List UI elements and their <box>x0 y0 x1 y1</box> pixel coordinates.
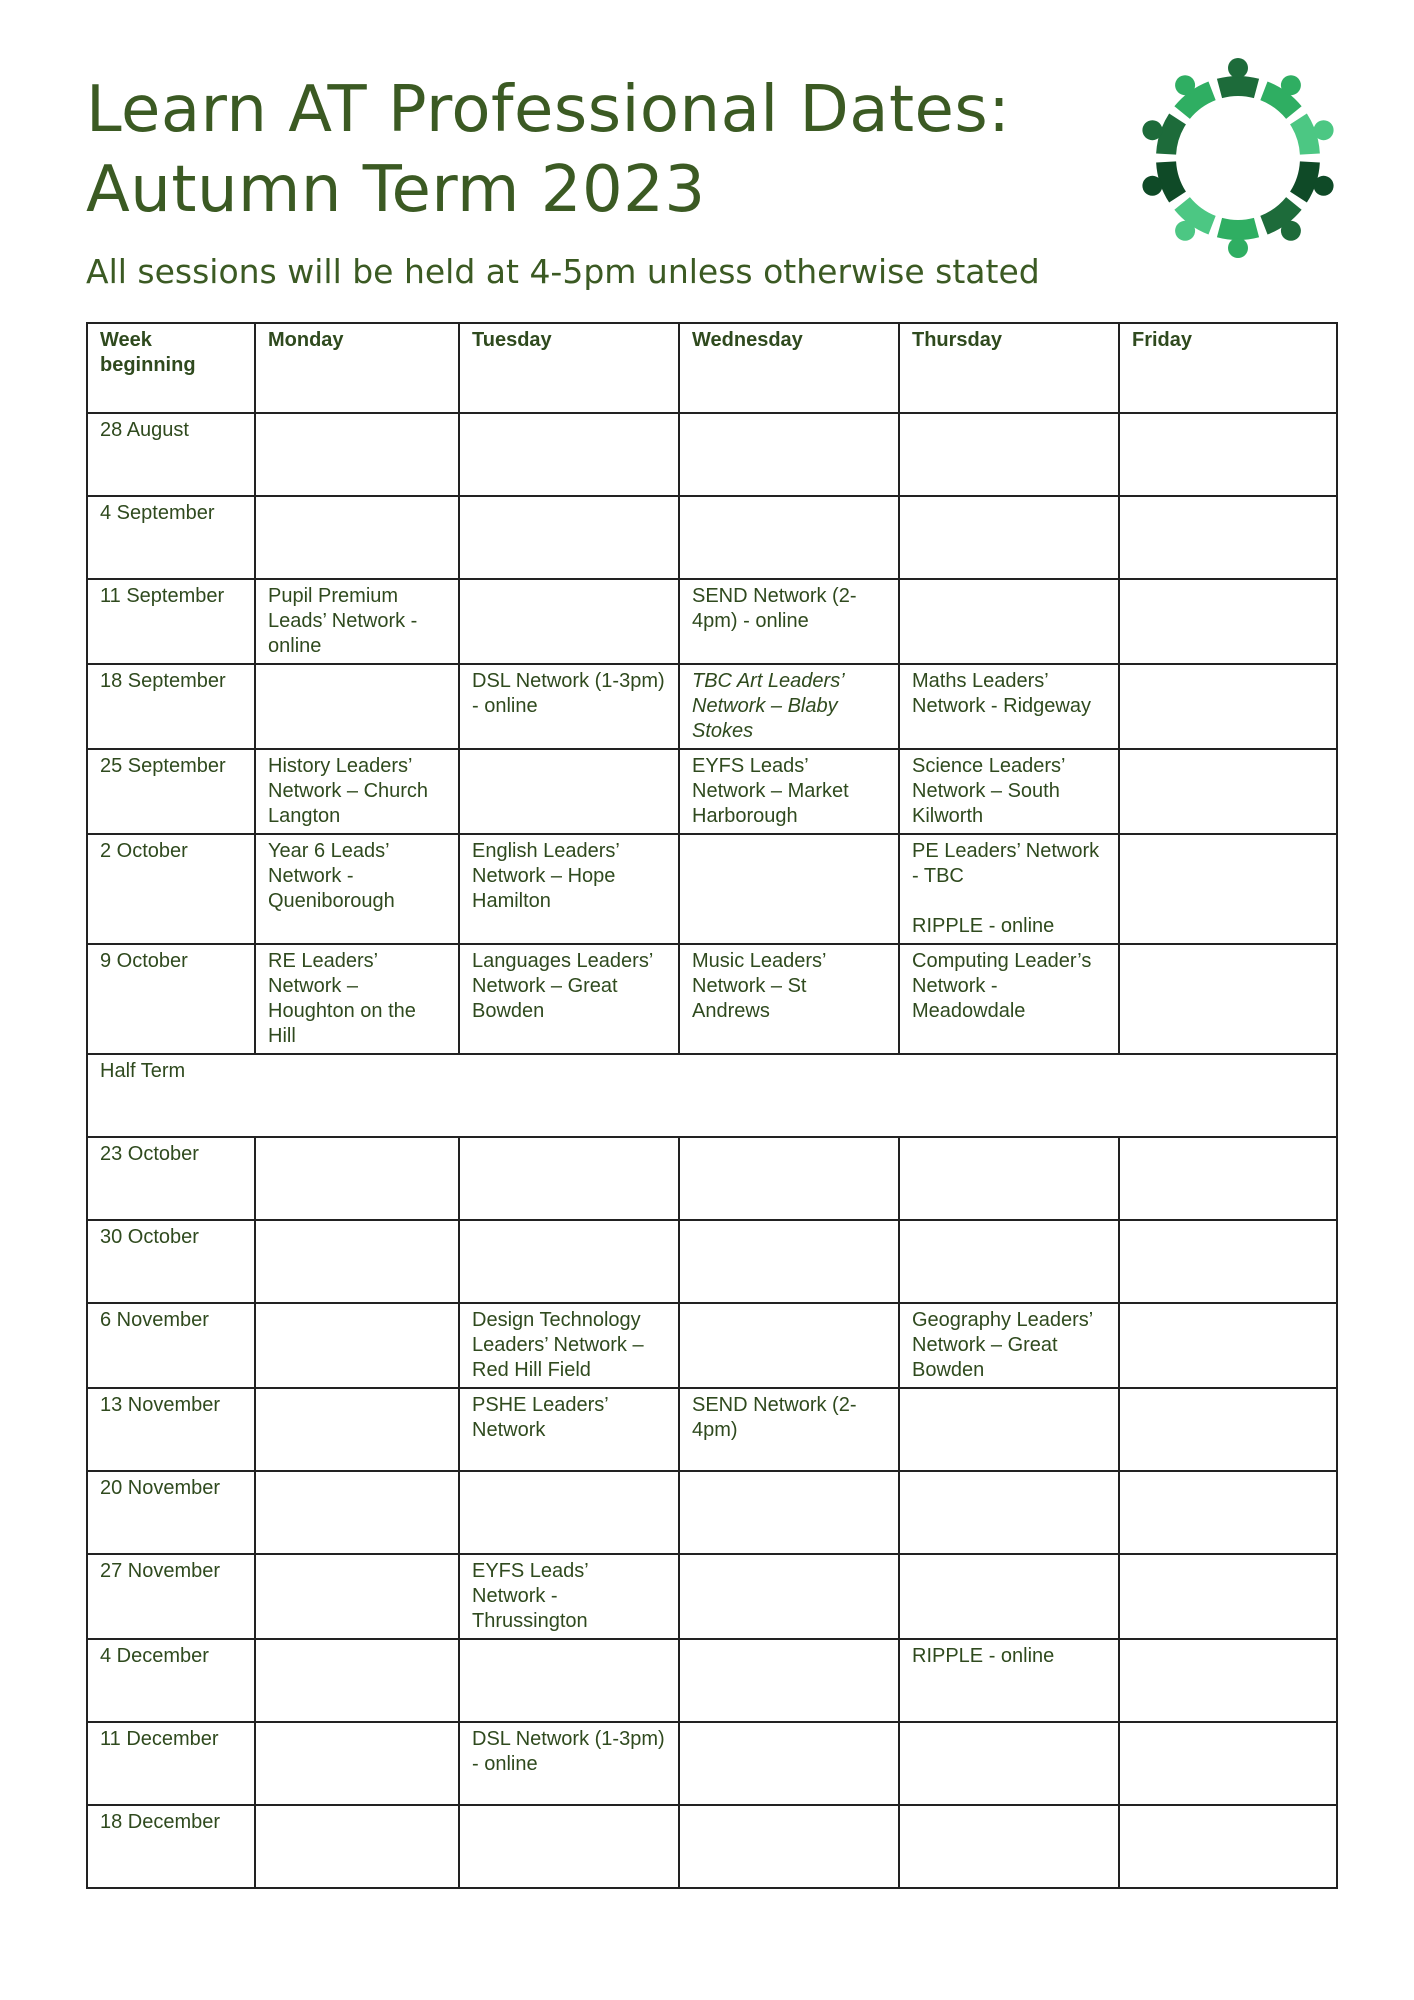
thursday-entry: PE Leaders’ Network - TBC <box>912 840 1100 887</box>
wednesday-cell <box>679 1137 899 1220</box>
logo-person-head <box>1228 58 1248 78</box>
thursday-cell <box>899 579 1119 664</box>
tuesday-cell <box>459 1220 679 1303</box>
table-row <box>87 1805 1337 1888</box>
column-header-monday: Monday <box>255 323 459 413</box>
logo-person-head <box>1314 176 1334 196</box>
wednesday-cell: SEND Network (2-4pm) - online <box>679 579 899 664</box>
column-header-week: Week beginning <box>87 323 255 413</box>
week-cell: 27 November <box>87 1554 255 1639</box>
week-cell: 13 November <box>87 1388 255 1471</box>
logo-person-head <box>1142 120 1162 140</box>
logo-person-head <box>1175 75 1195 95</box>
week-cell: 6 November <box>87 1303 255 1388</box>
tuesday-cell: EYFS Leads’ Network - Thrussington <box>459 1554 679 1639</box>
thursday-cell: Geography Leaders’ Network – Great Bowden <box>899 1303 1119 1388</box>
column-header-tuesday: Tuesday <box>459 323 679 413</box>
week-cell: 11 September <box>87 579 255 664</box>
thursday-cell <box>899 834 1119 944</box>
thursday-cell: Maths Leaders’ Network - Ridgeway <box>899 664 1119 749</box>
wednesday-cell <box>679 834 899 944</box>
tuesday-cell: Design Technology Leaders’ Network – Red Hill Field <box>459 1303 679 1388</box>
table-row <box>87 1722 1337 1805</box>
wednesday-cell: EYFS Leads’ Network – Market Harborough <box>679 749 899 834</box>
tuesday-cell <box>459 1137 679 1220</box>
half-term-cell: Half Term <box>87 1054 1337 1137</box>
week-cell: 28 August <box>87 413 255 496</box>
week-cell: 11 December <box>87 1722 255 1805</box>
table-row <box>87 496 1337 579</box>
wednesday-cell <box>679 1303 899 1388</box>
friday-cell <box>1119 1805 1337 1888</box>
logo-person-head <box>1142 176 1162 196</box>
wednesday-cell: TBC Art Leaders’ Network – Blaby Stokes <box>679 664 899 749</box>
monday-cell: RE Leaders’ Network – Houghton on the Hill <box>255 944 459 1054</box>
monday-cell <box>255 1471 459 1554</box>
tuesday-cell: DSL Network (1-3pm) - online <box>459 1722 679 1805</box>
wednesday-cell: SEND Network (2-4pm) <box>679 1388 899 1471</box>
thursday-cell <box>899 1220 1119 1303</box>
friday-cell <box>1119 496 1337 579</box>
monday-cell <box>255 413 459 496</box>
wednesday-cell <box>679 496 899 579</box>
monday-cell <box>255 1220 459 1303</box>
logo-person-head <box>1281 221 1301 241</box>
tuesday-cell <box>459 496 679 579</box>
thursday-cell <box>899 1471 1119 1554</box>
table-row <box>87 944 1337 1054</box>
thursday-cell <box>899 496 1119 579</box>
tuesday-cell <box>459 413 679 496</box>
monday-cell <box>255 1805 459 1888</box>
title-line-1: Learn AT Professional Dates: <box>86 73 1011 147</box>
friday-cell <box>1119 1388 1337 1471</box>
tuesday-cell <box>459 579 679 664</box>
half-term-row <box>87 1054 1337 1137</box>
logo-person-head <box>1228 238 1248 258</box>
table-row <box>87 1220 1337 1303</box>
friday-cell <box>1119 1220 1337 1303</box>
week-cell: 23 October <box>87 1137 255 1220</box>
table-header-row <box>87 323 1337 413</box>
thursday-cell <box>899 1137 1119 1220</box>
wednesday-cell <box>679 1220 899 1303</box>
thursday-entry: RIPPLE - online <box>912 915 1055 937</box>
week-cell: 30 October <box>87 1220 255 1303</box>
week-cell: 20 November <box>87 1471 255 1554</box>
table-row <box>87 1303 1337 1388</box>
monday-cell <box>255 1722 459 1805</box>
friday-cell <box>1119 1471 1337 1554</box>
week-cell: 4 September <box>87 496 255 579</box>
week-cell: 18 September <box>87 664 255 749</box>
column-header-wednesday: Wednesday <box>679 323 899 413</box>
tuesday-cell <box>459 1471 679 1554</box>
table-row <box>87 1137 1337 1220</box>
table-row <box>87 749 1337 834</box>
friday-cell <box>1119 749 1337 834</box>
monday-cell: Pupil Premium Leads’ Network - online <box>255 579 459 664</box>
week-cell: 25 September <box>87 749 255 834</box>
thursday-cell <box>899 1805 1119 1888</box>
tuesday-cell: PSHE Leaders’ Network <box>459 1388 679 1471</box>
column-header-thursday: Thursday <box>899 323 1119 413</box>
column-header-friday: Friday <box>1119 323 1337 413</box>
monday-cell: Year 6 Leads’ Network - Queniborough <box>255 834 459 944</box>
logo-person-head <box>1175 221 1195 241</box>
week-cell: 2 October <box>87 834 255 944</box>
thursday-cell <box>899 413 1119 496</box>
wednesday-cell <box>679 1805 899 1888</box>
thursday-cell <box>899 1554 1119 1639</box>
table-row <box>87 664 1337 749</box>
monday-cell: History Leaders’ Network – Church Langton <box>255 749 459 834</box>
table-row <box>87 1554 1337 1639</box>
monday-cell <box>255 1388 459 1471</box>
thursday-cell <box>899 1388 1119 1471</box>
friday-cell <box>1119 1722 1337 1805</box>
monday-cell <box>255 664 459 749</box>
friday-cell <box>1119 1137 1337 1220</box>
logo-person-body <box>1217 218 1259 240</box>
logo-person-head <box>1281 75 1301 95</box>
tuesday-cell: English Leaders’ Network – Hope Hamilton <box>459 834 679 944</box>
people-circle-logo-icon <box>1138 58 1338 258</box>
friday-cell <box>1119 1303 1337 1388</box>
logo-person-body <box>1217 76 1259 98</box>
title-line-2: Autumn Term 2023 <box>86 153 706 227</box>
thursday-cell: Science Leaders’ Network – South Kilworth <box>899 749 1119 834</box>
page-subtitle: All sessions will be held at 4-5pm unless otherwise stated <box>86 252 1040 291</box>
wednesday-cell: Music Leaders’ Network – St Andrews <box>679 944 899 1054</box>
table-row <box>87 413 1337 496</box>
table-row <box>87 1388 1337 1471</box>
week-cell: 18 December <box>87 1805 255 1888</box>
week-cell: 9 October <box>87 944 255 1054</box>
tuesday-cell <box>459 1639 679 1722</box>
thursday-cell <box>899 1722 1119 1805</box>
monday-cell <box>255 1303 459 1388</box>
thursday-cell: Computing Leader’s Network - Meadowdale <box>899 944 1119 1054</box>
table-row <box>87 1471 1337 1554</box>
monday-cell <box>255 1554 459 1639</box>
table-row <box>87 579 1337 664</box>
friday-cell <box>1119 834 1337 944</box>
wednesday-cell <box>679 1554 899 1639</box>
monday-cell <box>255 1639 459 1722</box>
tuesday-cell <box>459 1805 679 1888</box>
monday-cell <box>255 496 459 579</box>
tuesday-cell <box>459 749 679 834</box>
tuesday-cell: Languages Leaders’ Network – Great Bowden <box>459 944 679 1054</box>
dates-table <box>86 322 1338 1889</box>
table-row <box>87 1639 1337 1722</box>
friday-cell <box>1119 1554 1337 1639</box>
wednesday-cell <box>679 1722 899 1805</box>
friday-cell <box>1119 1639 1337 1722</box>
logo-person-head <box>1314 120 1334 140</box>
wednesday-cell <box>679 1471 899 1554</box>
friday-cell <box>1119 944 1337 1054</box>
friday-cell <box>1119 664 1337 749</box>
tuesday-cell: DSL Network (1-3pm) - online <box>459 664 679 749</box>
week-cell: 4 December <box>87 1639 255 1722</box>
thursday-cell: RIPPLE - online <box>899 1639 1119 1722</box>
wednesday-cell <box>679 1639 899 1722</box>
table-row <box>87 834 1337 944</box>
page-title <box>86 70 1010 230</box>
wednesday-cell <box>679 413 899 496</box>
monday-cell <box>255 1137 459 1220</box>
friday-cell <box>1119 413 1337 496</box>
friday-cell <box>1119 579 1337 664</box>
